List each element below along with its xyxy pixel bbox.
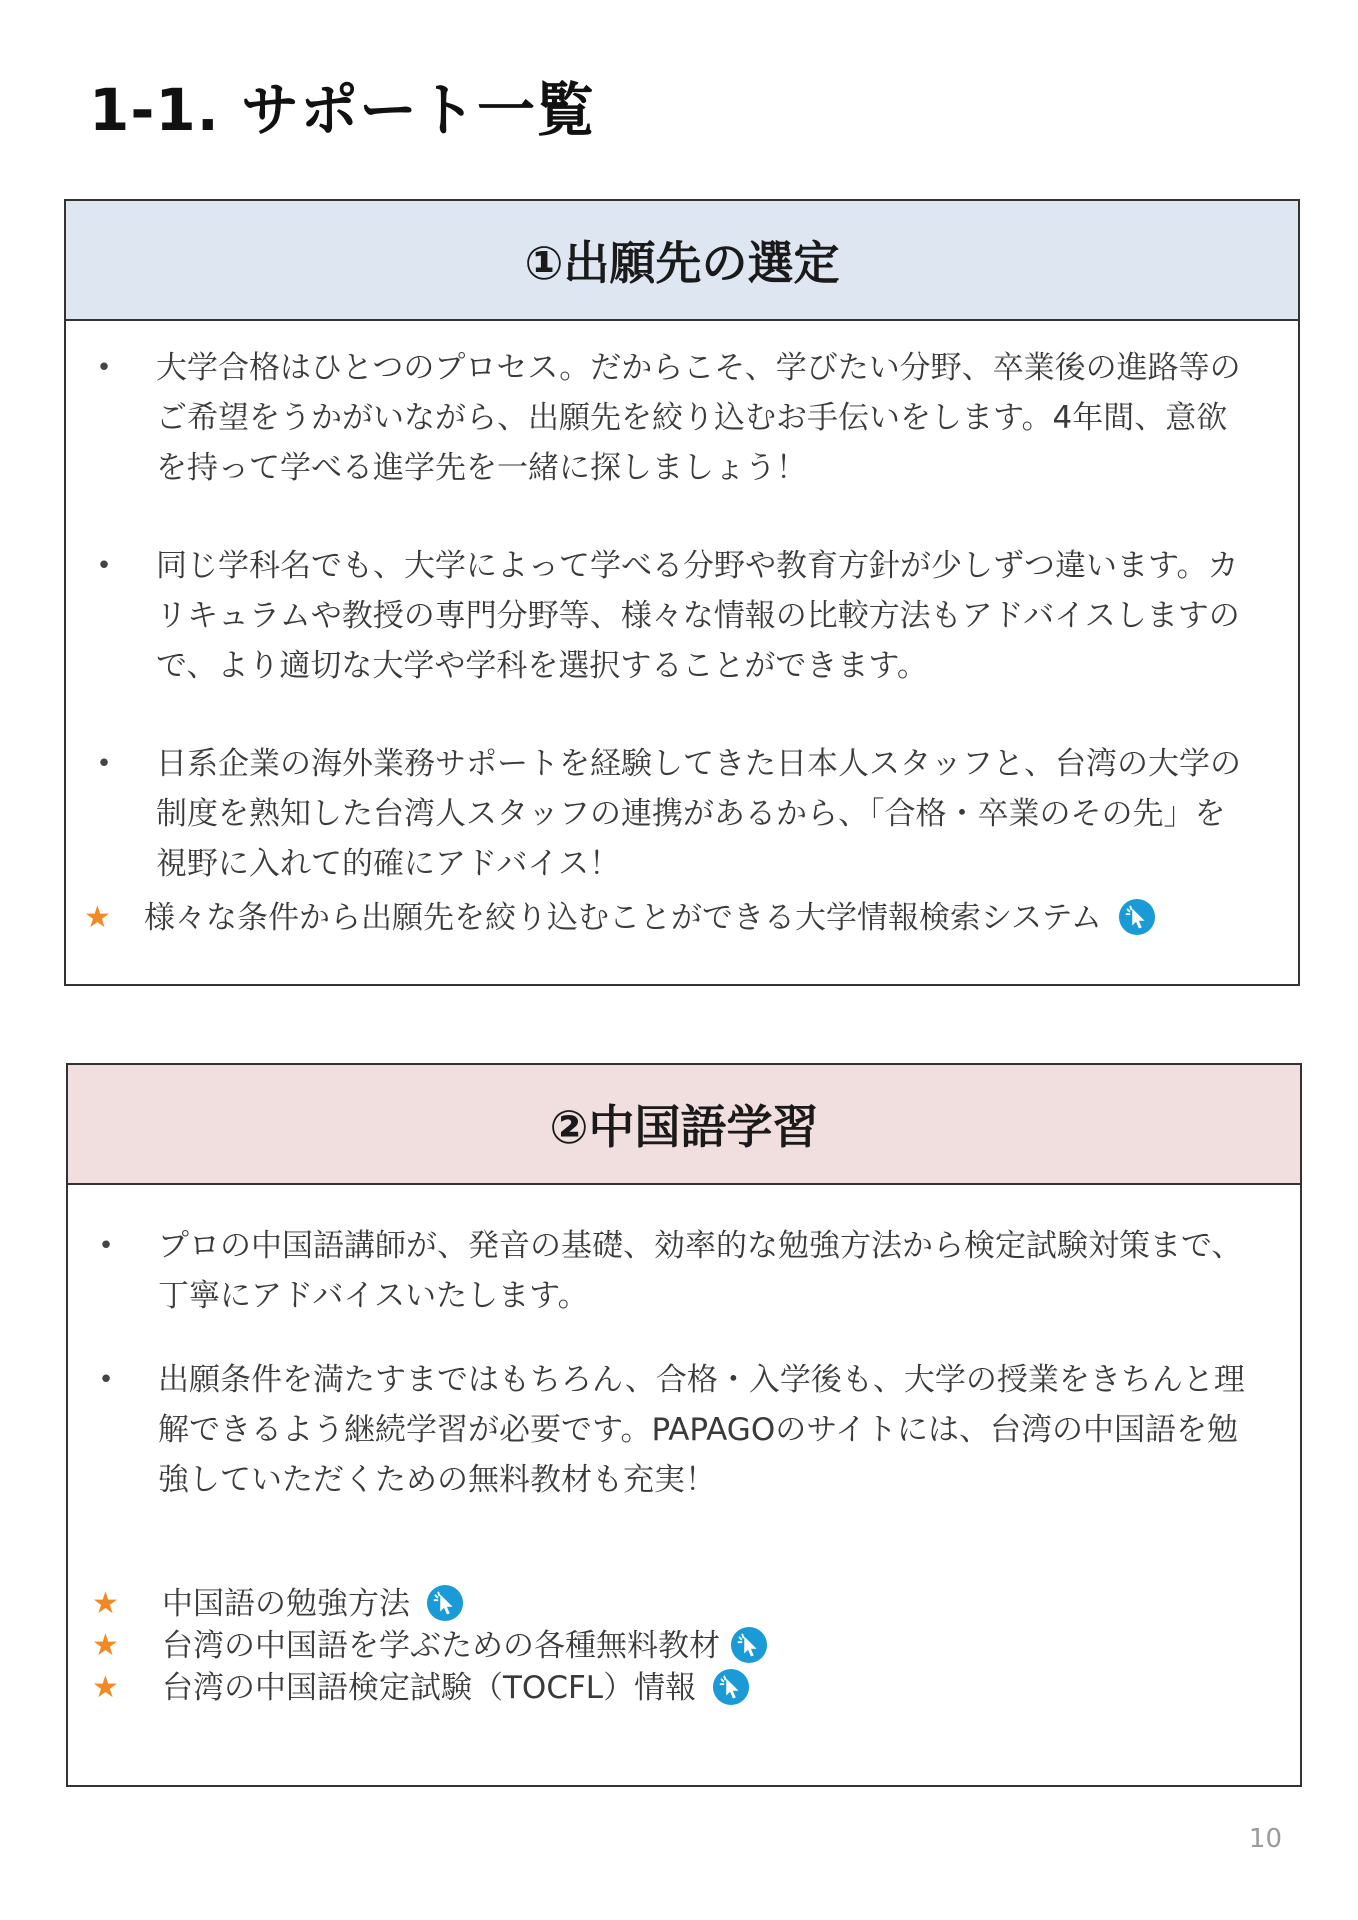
- bullet-icon: •: [98, 1365, 114, 1395]
- page-number: 10: [1248, 1824, 1282, 1854]
- cursor-click-icon[interactable]: [426, 1584, 464, 1622]
- bullet-text: 同じ学科名でも、大学によって学べる分野や教育方針が少しずつ違います。カリキュラムや教授の専門分野等、様々な情報の比較方法もアドバイスしますので、より適切な大学や学科を選択することができます。: [156, 548, 1240, 684]
- bullet-text: 出願条件を満たすまではもちろん、合格・入学後も、大学の授業をきちんと理解できるよう継続学習が必要です。PAPAGOのサイトには、台湾の中国語を勉強していただくための無料教材も充実！: [158, 1362, 1245, 1498]
- bullet-text: 大学合格はひとつのプロセス。だからこそ、学びたい分野、卒業後の進路等のご希望をうかがいながら、出願先を絞り込むお手伝いをします。4年間、意欲を持って学べる進学先を一緒に探しましょう！: [156, 350, 1241, 486]
- section-header: [66, 201, 1298, 321]
- section-heading: ①出願先の選定: [524, 236, 840, 290]
- list-item: [66, 343, 1298, 493]
- bullet-text: 日系企業の海外業務サポートを経験してきた日本人スタッフと、台湾の大学の制度を熟知した台湾人スタッフの連携があるから、「合格・卒業のその先」を視野に入れて的確にアドバイス！: [156, 746, 1241, 882]
- link-text[interactable]: 中国語の勉強方法: [162, 1586, 410, 1622]
- link-text[interactable]: 台湾の中国語を学ぶための各種無料教材: [162, 1628, 720, 1664]
- section-heading: ②中国語学習: [549, 1100, 819, 1154]
- list-item: [66, 739, 1298, 889]
- page-title: 1-1. サポート一覧: [89, 76, 596, 144]
- list-item: [68, 1221, 1300, 1321]
- link-university-search[interactable]: [66, 897, 1298, 939]
- link-text[interactable]: 様々な条件から出願先を絞り込むことができる大学情報検索システム: [144, 900, 1102, 936]
- star-icon: ★: [92, 1586, 119, 1621]
- link-free-materials[interactable]: [68, 1625, 1300, 1667]
- bullet-text: プロの中国語講師が、発音の基礎、効率的な勉強方法から検定試験対策まで、丁寧にアドバイスいたします。: [158, 1228, 1243, 1314]
- list-item: [68, 1355, 1300, 1505]
- star-icon: ★: [92, 1670, 119, 1705]
- cursor-click-icon[interactable]: [712, 1668, 750, 1706]
- section-header: [68, 1065, 1300, 1185]
- cursor-click-icon[interactable]: [730, 1626, 768, 1664]
- list-item: [66, 541, 1298, 691]
- section-application-selection: [64, 199, 1300, 986]
- bullet-icon: •: [96, 353, 112, 383]
- bullet-icon: •: [96, 551, 112, 581]
- cursor-click-icon[interactable]: [1118, 898, 1156, 936]
- bullet-icon: •: [96, 749, 112, 779]
- star-icon: ★: [92, 1628, 119, 1663]
- bullet-icon: •: [98, 1231, 114, 1261]
- bullet-list: [66, 321, 1298, 889]
- star-icon: ★: [84, 900, 111, 935]
- link-text[interactable]: 台湾の中国語検定試験（TOCFL）情報: [162, 1670, 697, 1706]
- section-chinese-study: [66, 1063, 1302, 1787]
- link-chinese-study-methods[interactable]: [68, 1583, 1300, 1625]
- link-tocfl-info[interactable]: [68, 1667, 1300, 1709]
- bullet-list: [68, 1185, 1300, 1505]
